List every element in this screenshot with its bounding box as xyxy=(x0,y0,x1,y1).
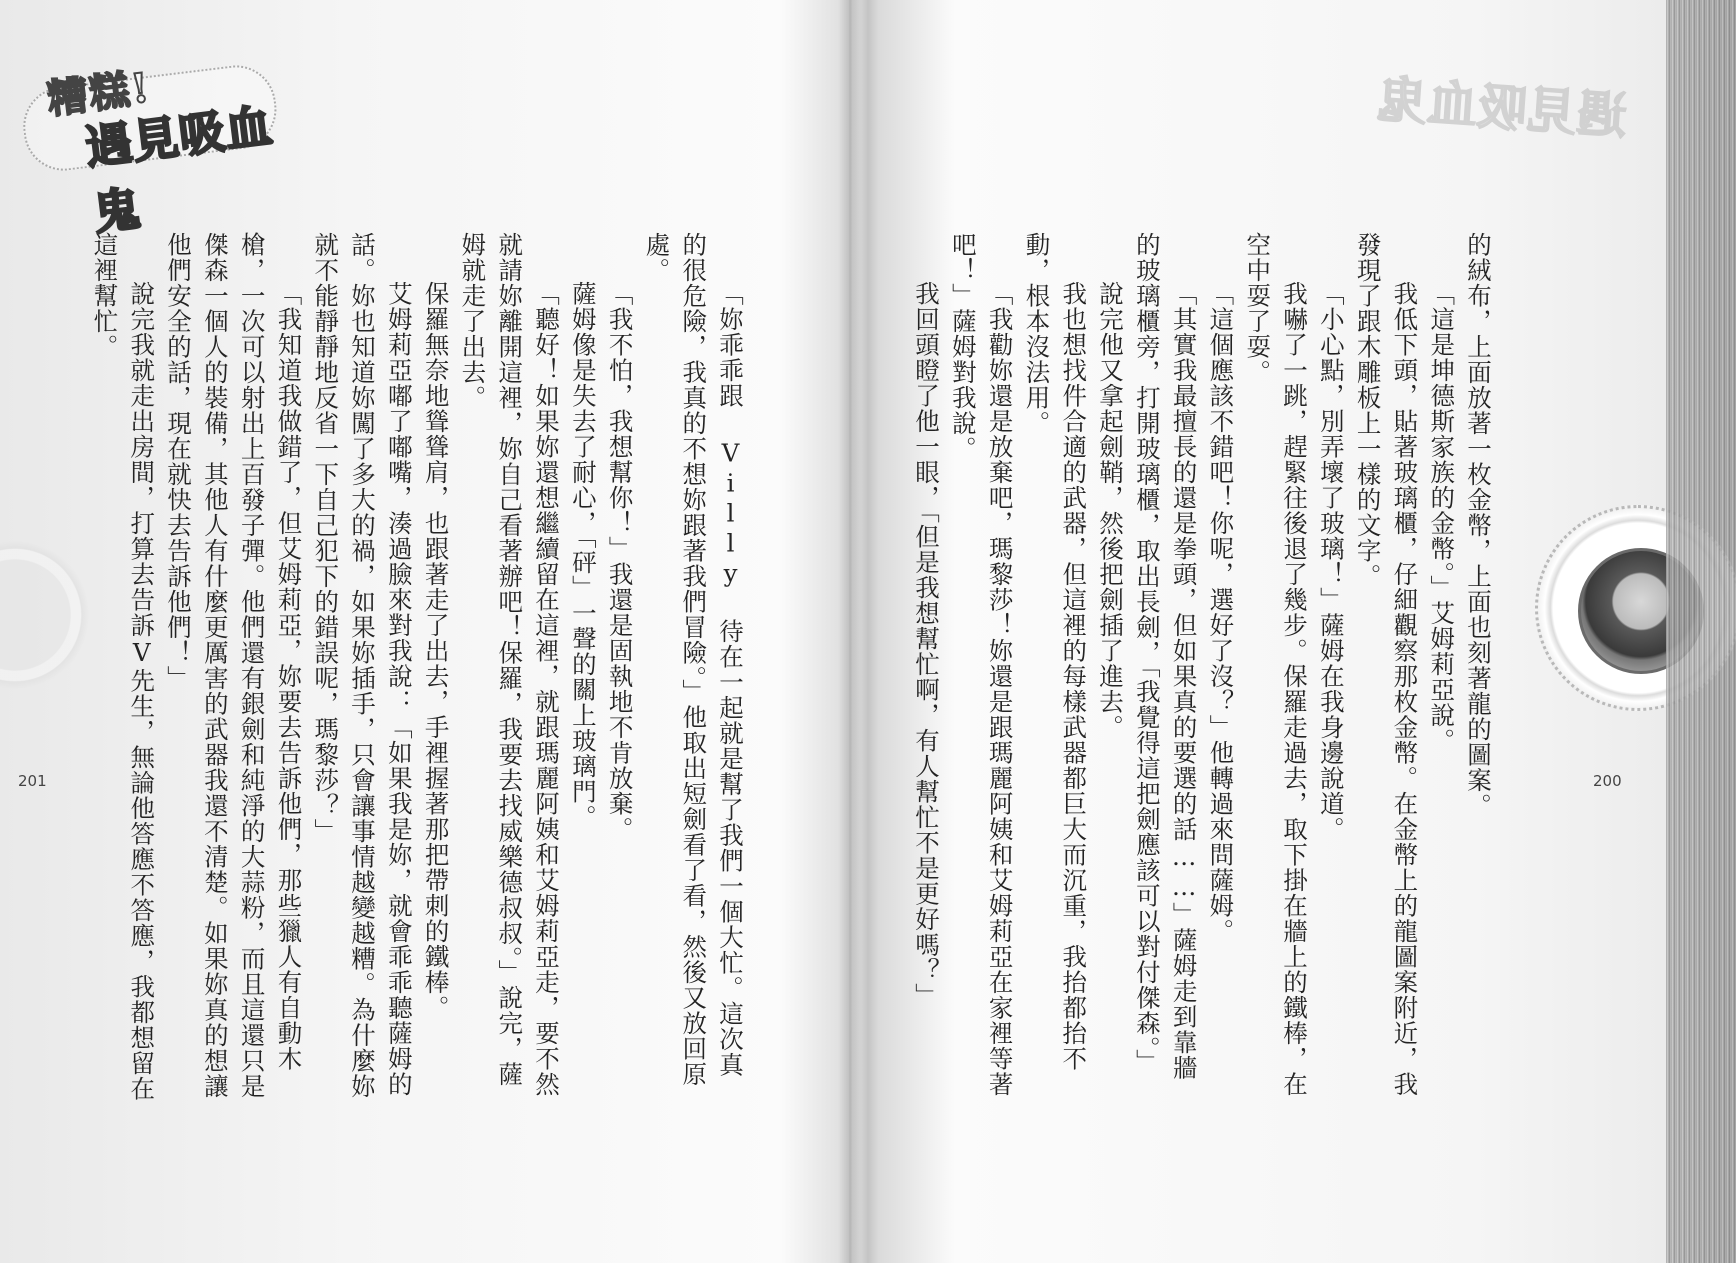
paragraph: 「我不怕，我想幫你！」我還是固執地不肯放棄。 xyxy=(605,281,635,842)
paragraph: 「這個應該不錯吧！你呢，選好了沒？」他轉過來問薩姆。 xyxy=(1206,281,1236,944)
paragraph: 「聽好！如果妳還想繼續留在這裡，就跟瑪麗阿姨和艾姆莉亞走，要不然就請妳離開這裡，妳自己看著辦吧！保羅，我要去找威樂德叔叔。」說完，薩姆就走了出去。 xyxy=(458,232,562,1097)
show-through-logo: 遇見吸血鬼 xyxy=(1375,69,1629,146)
paragraph: 艾姆莉亞嘟了嘟嘴，湊過臉來對我說：「如果我是妳，就會乖乖聽薩姆的話。妳也知道妳闖了多大的禍，如果妳插手，只會讓事情越變越糟。為什麼妳就不能靜靜地反省一下自己犯下的錯誤呢，瑪黎莎？」 xyxy=(311,232,414,1099)
paragraph: 說完我就走出房間，打算去告訴V先生，無論他答應不答應，我都想留在這裡幫忙。 xyxy=(90,232,157,1102)
right-page-text xyxy=(900,232,1496,1102)
paragraph: 說完他又拿起劍鞘，然後把劍插了進去。 xyxy=(1096,281,1126,740)
paragraph: 我回頭瞪了他一眼，「但是我想幫忙啊，有人幫忙不是更好嗎？」 xyxy=(912,281,942,1009)
paragraph: 的絨布，上面放著一枚金幣，上面也刻著龍的圖案。 xyxy=(1464,232,1493,819)
paragraph: 「這是坤德斯家族的金幣。」艾姆莉亞說。 xyxy=(1427,281,1457,754)
left-page-text xyxy=(90,232,748,1102)
series-logo-line2: 遇見吸血鬼 xyxy=(82,98,276,241)
page-number-right: 200 xyxy=(1593,772,1622,790)
paragraph: 「我知道我做錯了，但艾姆莉亞，妳要去告訴他們，那些獵人有自動木槍，一次可以射出上百發子彈。他們還有銀劍和純淨的大蒜粉，而且這還只是傑森一個人的裝備，其他人有什麼更厲害的武器我還不清楚。如果妳真的想讓他們安全的話，現在就快去告訴他們！」 xyxy=(164,232,304,1099)
paragraph: 「其實我最擅長的還是拳頭，但如果真的要選的話……」薩姆走到靠牆的玻璃櫃旁，打開玻璃櫃，取出長劍，「我覺得這把劍應該可以對付傑森。」 xyxy=(1132,232,1199,1081)
series-logo-line1: 糟糕! xyxy=(45,63,154,124)
series-logo xyxy=(16,37,283,241)
paragraph: 我也想找件合適的武器，但這裡的每樣武器都巨大而沉重，我抬都抬不動，根本沒法用。 xyxy=(1022,232,1089,1072)
paragraph: 我嚇了一跳，趕緊往後退了幾步。保羅走過去，取下掛在牆上的鐵棒，在空中耍了耍。 xyxy=(1243,232,1310,1097)
paragraph: 「我勸妳還是放棄吧，瑪黎莎！妳還是跟瑪麗阿姨和艾姆莉亞在家裡等著吧！」薩姆對我說。 xyxy=(948,232,1015,1097)
page-number-left: 201 xyxy=(18,772,47,790)
paragraph: 「妳乖乖跟 Villy 待在一起就是幫了我們一個大忙。這次真的很危險，我真的不想妳跟著我們冒險。」他取出短劍看了看，然後又放回原處。 xyxy=(642,232,745,1087)
paragraph: 保羅無奈地聳聳肩，也跟著走了出去，手裡握著那把帶刺的鐵棒。 xyxy=(421,281,451,1021)
paragraph: 我低下頭，貼著玻璃櫃，仔細觀察那枚金幣。在金幣上的龍圖案附近，我發現了跟木雕板上一樣的文字。 xyxy=(1353,232,1420,1097)
paragraph: 「小心點，別弄壞了玻璃！」薩姆在我身邊說道。 xyxy=(1316,281,1346,842)
decorative-medallion-left xyxy=(0,540,90,690)
paragraph: 薩姆像是失去了耐心，「砰」一聲的關上玻璃門。 xyxy=(568,281,598,830)
left-page xyxy=(0,0,850,1263)
page-edges xyxy=(1666,0,1736,1263)
